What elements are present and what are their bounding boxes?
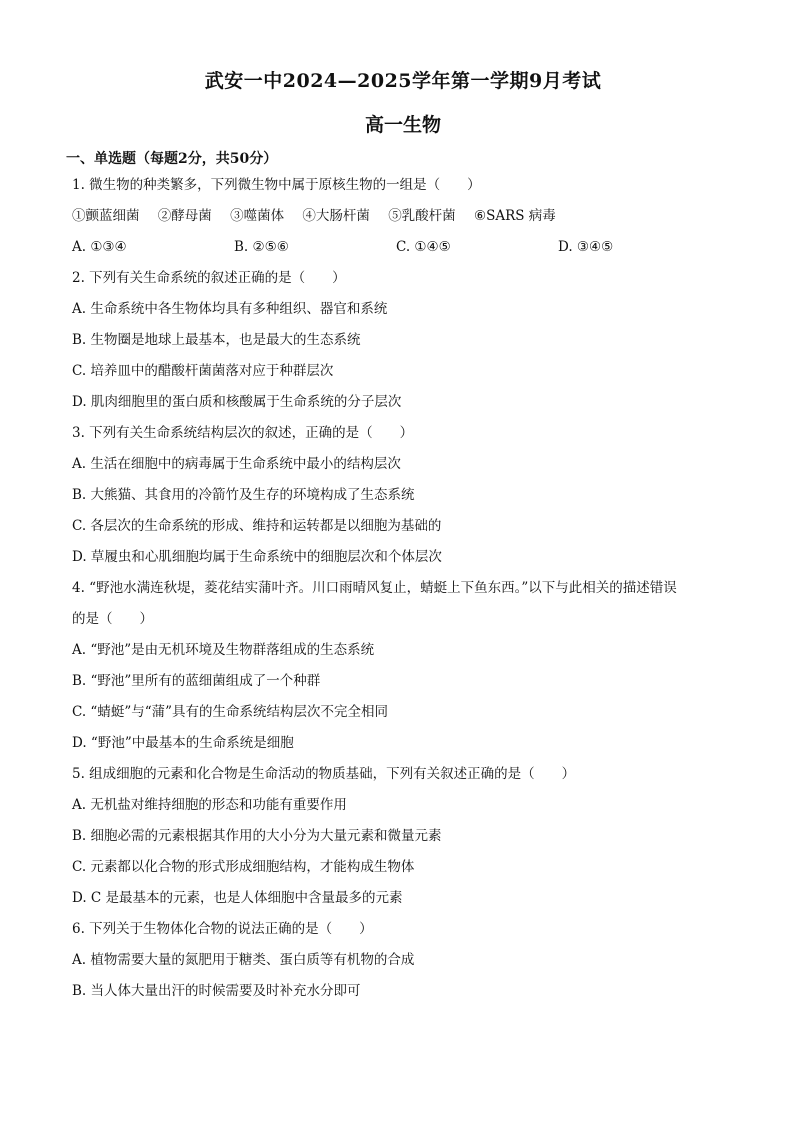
option-c: C. “蜻蜓”与“蒲”具有的生命系统结构层次不完全相同 (72, 704, 389, 720)
option-c: C. 元素都以化合物的形式形成细胞结构，才能构成生物体 (72, 859, 415, 875)
option-b: B. 大熊猫、其食用的冷箭竹及生存的环境构成了生态系统 (72, 487, 415, 503)
option-b: B. “野池”里所有的蓝细菌组成了一个种群 (72, 673, 321, 689)
question-1 (72, 170, 734, 263)
exam-subtitle: 高一生物 (364, 114, 441, 136)
question-6 (72, 914, 734, 1007)
option-row (72, 232, 734, 263)
option-b: B. 生物圈是地球上最基本，也是最大的生态系统 (72, 332, 361, 348)
question-4 (72, 573, 734, 759)
option-a: A. 植物需要大量的氮肥用于糖类、蛋白质等有机物的合成 (72, 952, 415, 968)
option-a: A. 生命系统中各生物体均具有多种组织、器官和系统 (72, 301, 388, 317)
option-b: B. 细胞必需的元素根据其作用的大小分为大量元素和微量元素 (72, 828, 442, 844)
item: ⑥SARS 病毒 (473, 208, 556, 224)
question-3 (72, 418, 734, 573)
question-5 (72, 759, 734, 914)
exam-title: 武安一中2024—2025学年第一学期9月考试 (204, 70, 602, 92)
option-b: B. 当人体大量出汗的时候需要及时补充水分即可 (72, 983, 361, 999)
option-c: C. ①④⑤ (396, 239, 451, 255)
section-heading: 一、单选题（每题2分，共50分） (66, 151, 278, 167)
item: ②酵母菌 (157, 208, 212, 224)
item: ⑤乳酸杆菌 (388, 208, 456, 224)
question-stem-line-2: 的是（ ） (72, 611, 153, 627)
question-2 (72, 263, 734, 418)
question-stem-line-1: 4. “野池水满连秋堤，菱花结实蒲叶齐。川口雨晴风复止，蜻蜓上下鱼东西。”以下与此相关的描述错误 (72, 580, 677, 596)
item: ①颤蓝细菌 (72, 208, 140, 224)
option-a: A. ①③④ (72, 239, 127, 255)
option-a: A. 生活在细胞中的病毒属于生命系统中最小的结构层次 (72, 456, 401, 472)
option-a: A. “野池”是由无机环境及生物群落组成的生态系统 (72, 642, 375, 658)
option-a: A. 无机盐对维持细胞的形态和功能有重要作用 (72, 797, 347, 813)
item: ④大肠杆菌 (302, 208, 370, 224)
option-b: B. ②⑤⑥ (234, 239, 289, 255)
option-d: D. ③④⑤ (558, 239, 614, 255)
option-d: D. C 是最基本的元素，也是人体细胞中含量最多的元素 (72, 890, 403, 906)
question-stem: 3. 下列有关生命系统结构层次的叙述，正确的是（ ） (72, 425, 414, 441)
option-c: C. 各层次的生命系统的形成、维持和运转都是以细胞为基础的 (72, 518, 442, 534)
question-items (72, 201, 734, 232)
question-stem: 2. 下列有关生命系统的叙述正确的是（ ） (72, 270, 346, 286)
question-stem: 5. 组成细胞的元素和化合物是生命活动的物质基础，下列有关叙述正确的是（ ） (72, 766, 576, 782)
item: ③噬菌体 (230, 208, 285, 224)
option-d: D. “野池”中最基本的生命系统是细胞 (72, 735, 294, 751)
question-stem: 1. 微生物的种类繁多，下列微生物中属于原核生物的一组是（ ） (72, 177, 481, 193)
option-d: D. 草履虫和心肌细胞均属于生命系统中的细胞层次和个体层次 (72, 549, 442, 565)
option-c: C. 培养皿中的醋酸杆菌菌落对应于种群层次 (72, 363, 334, 379)
question-stem: 6. 下列关于生物体化合物的说法正确的是（ ） (72, 921, 373, 937)
option-d: D. 肌肉细胞里的蛋白质和核酸属于生命系统的分子层次 (72, 394, 402, 410)
